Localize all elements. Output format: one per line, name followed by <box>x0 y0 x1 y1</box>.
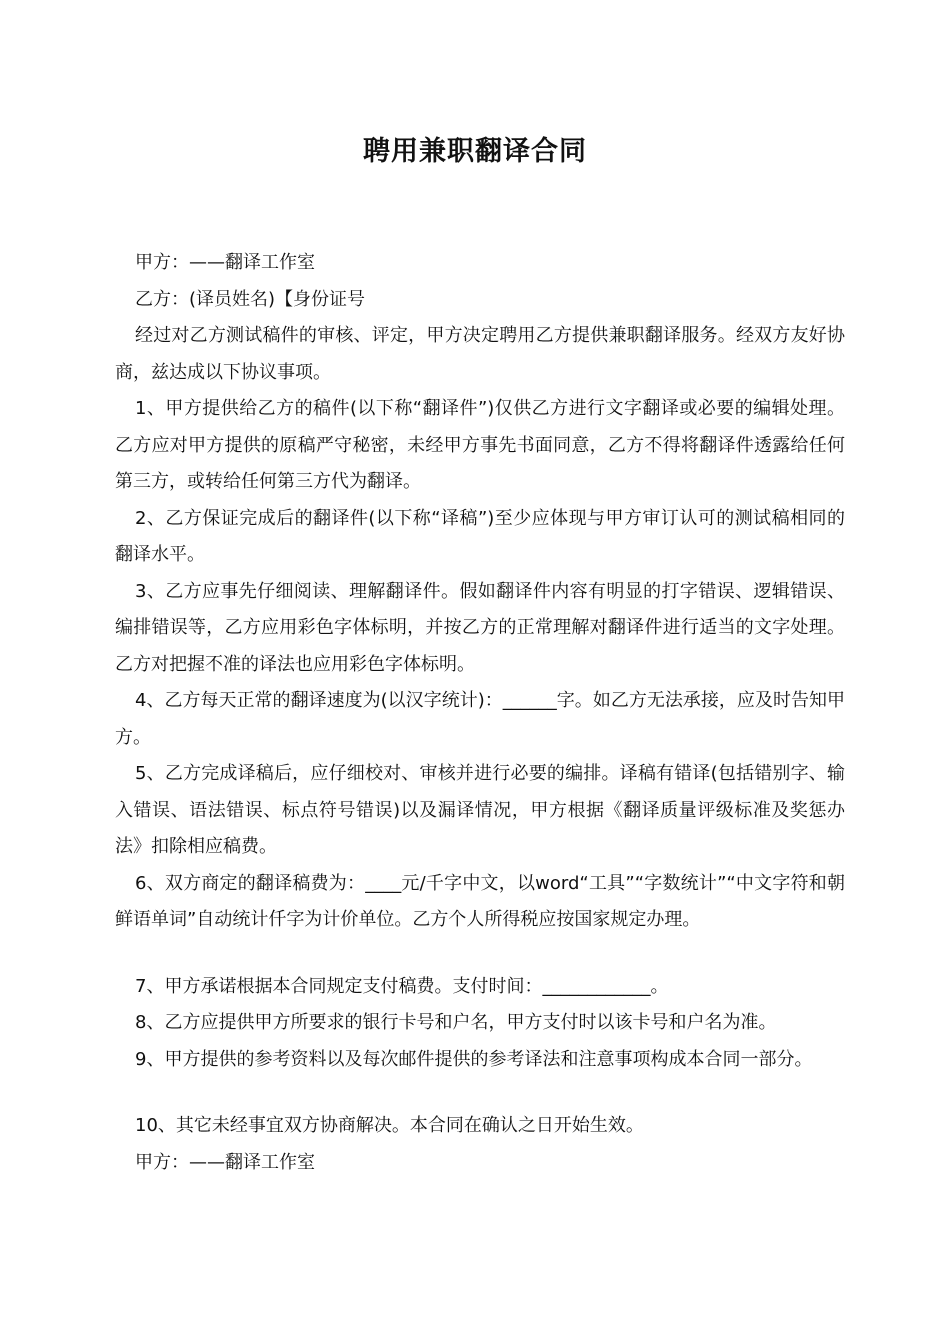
document-body <box>115 245 845 1181</box>
clause-4: 4、乙方每天正常的翻译速度为(以汉字统计)：______字。如乙方无法承接，应及时告知甲方。 <box>115 690 845 748</box>
clause-9: 9、甲方提供的参考资料以及每次邮件提供的参考译法和注意事项构成本合同一部分。 <box>135 1048 813 1070</box>
party-a-line: 甲方：——翻译工作室 <box>135 252 315 273</box>
clause-5: 5、乙方完成译稿后，应仔细校对、审核并进行必要的编排。译稿有错译(包括错别字、输入错误、语法错误、标点符号错误)以及漏译情况，甲方根据《翻译质量评级标准及奖惩办法》扣除相应稿费。 <box>115 763 845 857</box>
clause-10: 10、其它未经事宜双方协商解决。本合同在确认之日开始生效。 <box>135 1115 644 1136</box>
clause-6: 6、双方商定的翻译稿费为：____元/千字中文，以word“工具”“字数统计”“中文字符和朝鲜语单词”自动统计仟字为计价单位。乙方个人所得税应按国家规定办理。 <box>115 872 845 930</box>
intro-paragraph: 经过对乙方测试稿件的审核、评定，甲方决定聘用乙方提供兼职翻译服务。经双方友好协商，兹达成以下协议事项。 <box>115 325 845 383</box>
clause-7: 7、甲方承诺根据本合同规定支付稿费。支付时间：____________。 <box>135 975 669 997</box>
document-title: 聘用兼职翻译合同 <box>363 136 587 167</box>
clause-2: 2、乙方保证完成后的翻译件(以下称“译稿”)至少应体现与甲方审订认可的测试稿相同的翻译水平。 <box>115 507 845 565</box>
clause-1: 1、甲方提供给乙方的稿件(以下称“翻译件”)仅供乙方进行文字翻译或必要的编辑处理。乙方应对甲方提供的原稿严守秘密，未经甲方事先书面同意，乙方不得将翻译件透露给任何第三方，或转给任何第三方代为翻译。 <box>115 398 845 492</box>
party-a-signature-line: 甲方：——翻译工作室 <box>135 1151 315 1173</box>
clause-3: 3、乙方应事先仔细阅读、理解翻译件。假如翻译件内容有明显的打字错误、逻辑错误、编排错误等，乙方应用彩色字体标明，并按乙方的正常理解对翻译件进行适当的文字处理。乙方对把握不准的译法也应用彩色字体标明。 <box>115 580 845 675</box>
party-b-line: 乙方：(译员姓名)【身份证号 <box>135 288 366 310</box>
clause-8: 8、乙方应提供甲方所要求的银行卡号和户名，甲方支付时以该卡号和户名为准。 <box>135 1012 777 1033</box>
